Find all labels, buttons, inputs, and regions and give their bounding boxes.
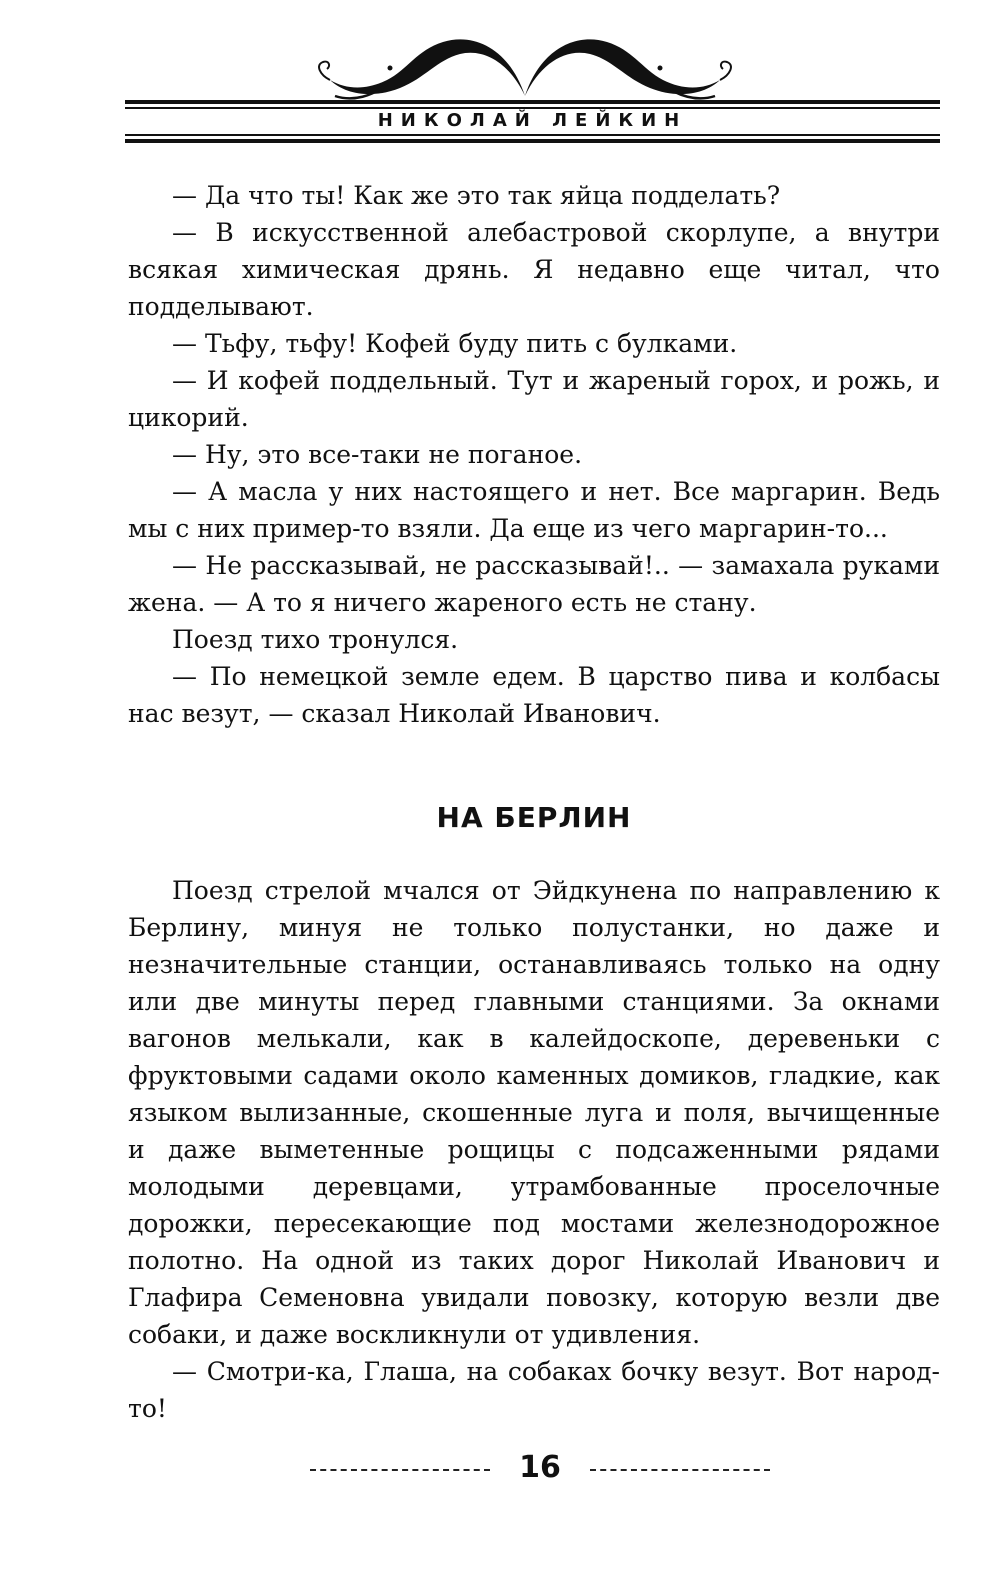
page-footer <box>310 1448 770 1488</box>
page-header <box>125 30 940 160</box>
paragraph: — В искусственной алебастровой скорлупе, а внутри всякая химическая дрянь. Я недавно еще читал, что подделывают. <box>128 218 940 321</box>
paragraph: — Не рассказывай, не рассказывай!.. — замахала руками жена. — А то я ничего жареного есть не стану. <box>128 551 940 617</box>
running-head: НИКОЛАЙ ЛЕЙКИН <box>377 110 688 131</box>
paragraph: — Ну, это все-таки не поганое. <box>172 440 583 469</box>
paragraph: Поезд стрелой мчался от Эйдкунена по направлению к Берлину, минуя не только полустанки, но даже и незначительные станции, останавливаясь только на одну или две минуты перед главными станциями. За окнами вагонов мелькали, как в калейдоскопе, деревеньки с фруктовыми садами около каменных домиков, гладкие, как языком вылизанные, скошенные луга и поля, вычищенные и даже выметенные рощицы с подсаженными рядами молодыми деревцами, утрамбованные проселочные дорожки, пересекающие под мостами железнодорожное полотно. На одной из таких дорог Николай Иванович и Глафира Семеновна увидали повозку, которую везли две собаки, и даже воскликнули от удивления. <box>128 876 940 1349</box>
footer-rule-right <box>590 1469 770 1471</box>
text-block-1 <box>128 177 940 732</box>
paragraph: Поезд тихо тронулся. <box>172 625 459 654</box>
paragraph: — По немецкой земле едем. В царство пива и колбасы нас везут, — сказал Николай Иванович. <box>128 662 940 728</box>
text-block-2 <box>128 872 940 1427</box>
paragraph: — Тьфу, тьфу! Кофей буду пить с булками. <box>172 329 738 358</box>
section-heading: НА БЕРЛИН <box>436 801 632 834</box>
header-rule-top <box>125 100 940 104</box>
paragraph: — Да что ты! Как же это так яйца подделать? <box>172 181 781 210</box>
paragraph: — Смотри-ка, Глаша, на собаках бочку везут. Вот народ-то! <box>128 1357 940 1423</box>
paragraph: — И кофей поддельный. Тут и жареный горох, и рожь, и цикорий. <box>128 366 940 432</box>
paragraph: — А масла у них настоящего и нет. Все маргарин. Ведь мы с них пример-то взяли. Да еще из чего маргарин-то... <box>128 477 940 543</box>
header-rule-bottom-thin <box>125 134 940 136</box>
page-number: 16 <box>519 1450 561 1485</box>
header-rule-bottom <box>125 139 940 143</box>
flourish-ornament-icon <box>125 30 940 110</box>
